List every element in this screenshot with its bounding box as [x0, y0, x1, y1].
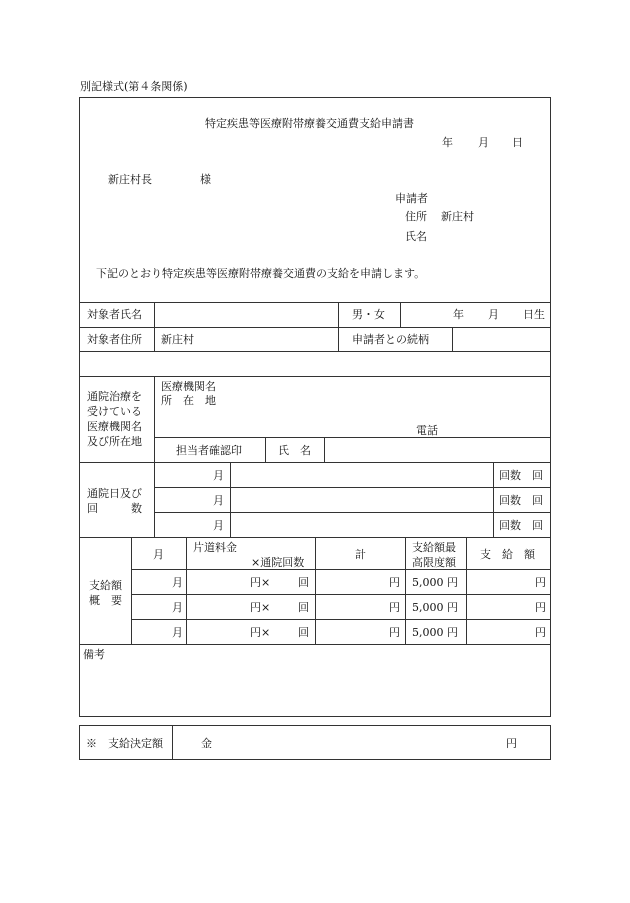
summary-header-fare-2: ×通院回数 [251, 556, 305, 569]
summary-month: 月 [172, 626, 183, 639]
decision-yen: 円 [506, 737, 517, 750]
summary-max: 5,000 円 [412, 576, 458, 589]
visits-label-2: 回 数 [87, 502, 142, 515]
visit-month: 月 [213, 469, 224, 482]
facility-phone-label: 電話 [416, 424, 438, 437]
summary-payment: 円 [535, 576, 546, 589]
statement: 下記のとおり特定疾患等医療附帯療養交通費の支給を申請します。 [96, 267, 426, 280]
birth-year: 年 [453, 308, 464, 321]
form-label: 別記様式(第４条関係) [80, 80, 188, 93]
visits-label-1: 通院日及び [87, 487, 142, 500]
subject-gender: 男・女 [352, 308, 385, 321]
applicant-label: 申請者 [395, 192, 428, 205]
summary-payment: 円 [535, 601, 546, 614]
summary-max: 5,000 円 [412, 626, 458, 639]
subject-address-value: 新庄村 [161, 333, 194, 346]
summary-label-1: 支給額 [89, 579, 122, 592]
summary-fare: 円× [250, 626, 271, 639]
staff-seal-label: 担当者確認印 [176, 444, 242, 457]
decision-kin: 金 [201, 737, 212, 750]
visit-month: 月 [213, 494, 224, 507]
summary-times: 回 [298, 576, 309, 589]
applicant-name-label: 氏名 [405, 230, 427, 243]
subject-address-label: 対象者住所 [87, 333, 142, 346]
applicant-address-label: 住所 [405, 210, 427, 223]
addressee-honorific: 様 [200, 173, 211, 186]
birth-month: 月 [488, 308, 499, 321]
facility-label-4: 及び所在地 [87, 435, 142, 448]
summary-month: 月 [172, 576, 183, 589]
summary-header-max-1: 支給額最 [412, 541, 456, 554]
summary-total: 円 [389, 626, 400, 639]
visit-month: 月 [213, 519, 224, 532]
summary-month: 月 [172, 601, 183, 614]
summary-payment: 円 [535, 626, 546, 639]
summary-fare: 円× [250, 601, 271, 614]
facility-location-label: 所 在 地 [161, 394, 216, 407]
summary-total: 円 [389, 576, 400, 589]
date-month: 月 [478, 136, 489, 149]
summary-header-payment: 支 給 額 [480, 548, 535, 561]
summary-header-month: 月 [153, 548, 164, 561]
summary-header-total: 計 [355, 548, 366, 561]
date-day: 日 [512, 136, 523, 149]
summary-header-fare-1: 片道料金 [193, 541, 237, 554]
remarks-label: 備考 [83, 648, 105, 661]
summary-max: 5,000 円 [412, 601, 458, 614]
summary-label-2: 概 要 [89, 594, 122, 607]
summary-times: 回 [298, 601, 309, 614]
visit-count: 回数 回 [499, 469, 543, 482]
birth-day: 日生 [523, 308, 545, 321]
facility-label-1: 通院治療を [87, 390, 142, 403]
facility-label-2: 受けている [87, 405, 142, 418]
form-title: 特定疾患等医療附帯療養交通費支給申請書 [205, 117, 414, 130]
relation-label: 申請者との続柄 [352, 333, 429, 346]
summary-fare: 円× [250, 576, 271, 589]
decision-label: ※ 支給決定額 [86, 737, 163, 750]
visit-count: 回数 回 [499, 519, 543, 532]
applicant-address-value: 新庄村 [441, 210, 474, 223]
staff-name-label: 氏 名 [278, 444, 311, 457]
date-year: 年 [442, 136, 453, 149]
summary-header-max-2: 高限度額 [412, 556, 456, 569]
visit-count: 回数 回 [499, 494, 543, 507]
summary-total: 円 [389, 601, 400, 614]
subject-name-label: 対象者氏名 [87, 308, 142, 321]
addressee-name: 新庄村長 [108, 173, 152, 186]
facility-name-label: 医療機関名 [161, 380, 216, 393]
facility-label-3: 医療機関名 [87, 420, 142, 433]
summary-times: 回 [298, 626, 309, 639]
